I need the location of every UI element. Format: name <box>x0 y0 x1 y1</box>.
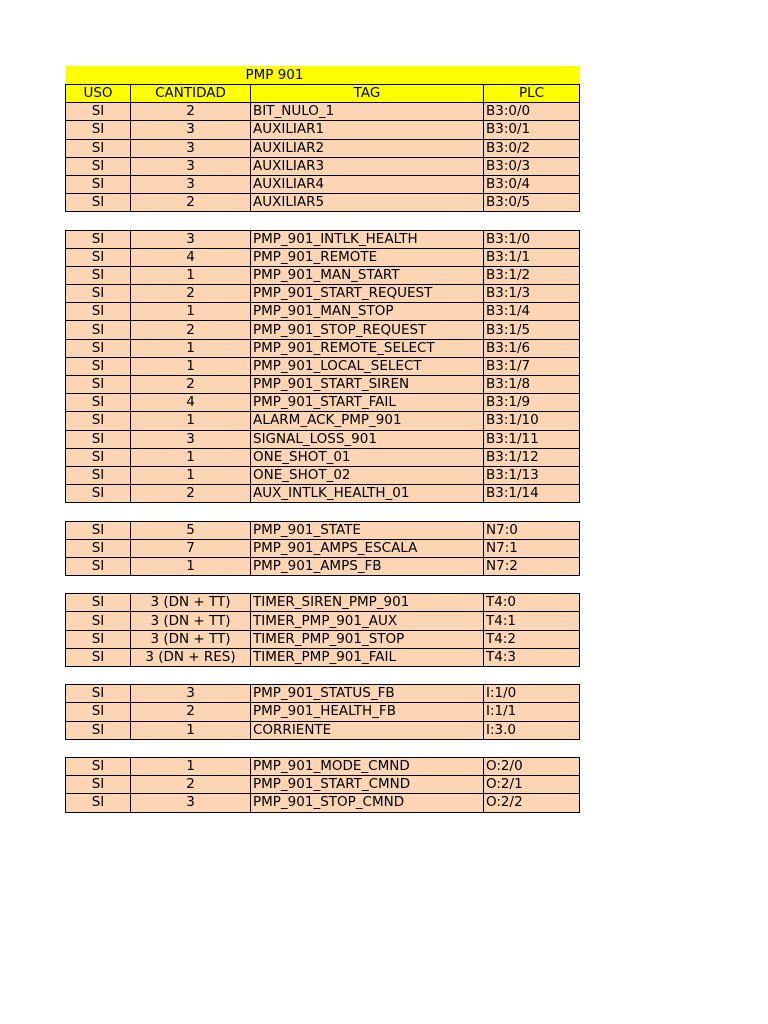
cell-plc[interactable]: T4:3 <box>484 648 580 666</box>
cell-plc[interactable]: B3:1/0 <box>484 230 580 248</box>
table-row <box>66 248 580 266</box>
table-row <box>66 230 580 248</box>
table-row <box>66 303 580 321</box>
cell-uso[interactable]: SI <box>66 521 131 539</box>
cell-cantidad[interactable]: 3 <box>131 794 251 812</box>
table-row <box>66 776 580 794</box>
cell-tag[interactable]: PMP_901_STOP_CMND <box>251 794 484 812</box>
cell-cantidad[interactable]: 1 <box>131 466 251 484</box>
cell-uso[interactable]: SI <box>66 303 131 321</box>
cell-tag[interactable]: PMP_901_REMOTE <box>251 248 484 266</box>
cell-cantidad[interactable]: 7 <box>131 539 251 557</box>
table-row <box>66 121 580 139</box>
table-row <box>66 175 580 193</box>
cell-plc[interactable]: B3:1/5 <box>484 321 580 339</box>
table-row <box>66 685 580 703</box>
table-row <box>66 757 580 775</box>
cell-tag[interactable]: PMP_901_STOP_REQUEST <box>251 321 484 339</box>
cell-tag[interactable]: AUXILIAR1 <box>251 121 484 139</box>
cell-uso[interactable]: SI <box>66 703 131 721</box>
spacer-cell <box>66 212 580 230</box>
cell-cantidad[interactable]: 2 <box>131 776 251 794</box>
cell-plc[interactable]: B3:1/4 <box>484 303 580 321</box>
cell-tag[interactable]: AUXILIAR4 <box>251 175 484 193</box>
header-tag[interactable]: TAG <box>251 85 484 103</box>
table-row <box>66 648 580 666</box>
cell-uso[interactable]: SI <box>66 612 131 630</box>
cell-plc[interactable]: N7:1 <box>484 539 580 557</box>
header-row <box>66 85 580 103</box>
cell-cantidad[interactable]: 1 <box>131 339 251 357</box>
table-row <box>66 448 580 466</box>
cell-cantidad[interactable]: 3 <box>131 230 251 248</box>
cell-uso[interactable]: SI <box>66 175 131 193</box>
cell-uso[interactable]: SI <box>66 648 131 666</box>
table-row <box>66 612 580 630</box>
cell-cantidad[interactable]: 2 <box>131 321 251 339</box>
cell-tag[interactable]: AUX_INTLK_HEALTH_01 <box>251 485 484 503</box>
cell-uso[interactable]: SI <box>66 776 131 794</box>
cell-uso[interactable]: SI <box>66 757 131 775</box>
group-spacer <box>66 212 580 230</box>
cell-uso[interactable]: SI <box>66 157 131 175</box>
cell-tag[interactable]: TIMER_PMP_901_FAIL <box>251 648 484 666</box>
header-uso[interactable]: USO <box>66 85 131 103</box>
cell-tag[interactable]: PMP_901_LOCAL_SELECT <box>251 357 484 375</box>
tag-table <box>65 66 580 813</box>
table-row <box>66 194 580 212</box>
cell-uso[interactable]: SI <box>66 357 131 375</box>
cell-plc[interactable]: B3:1/9 <box>484 394 580 412</box>
cell-uso[interactable]: SI <box>66 594 131 612</box>
cell-uso[interactable]: SI <box>66 430 131 448</box>
cell-uso[interactable]: SI <box>66 685 131 703</box>
cell-cantidad[interactable]: 2 <box>131 485 251 503</box>
cell-tag[interactable]: PMP_901_MODE_CMND <box>251 757 484 775</box>
table-row <box>66 412 580 430</box>
cell-plc[interactable]: B3:0/4 <box>484 175 580 193</box>
table-row <box>66 539 580 557</box>
cell-cantidad[interactable]: 2 <box>131 194 251 212</box>
cell-plc[interactable]: O:2/0 <box>484 757 580 775</box>
cell-tag[interactable]: PMP_901_START_REQUEST <box>251 285 484 303</box>
cell-plc[interactable]: B3:1/14 <box>484 485 580 503</box>
cell-uso[interactable]: SI <box>66 285 131 303</box>
cell-uso[interactable]: SI <box>66 557 131 575</box>
cell-cantidad[interactable]: 2 <box>131 376 251 394</box>
group-spacer <box>66 576 580 594</box>
cell-uso[interactable]: SI <box>66 103 131 121</box>
cell-plc[interactable]: I:3.0 <box>484 721 580 739</box>
table-row <box>66 521 580 539</box>
cell-uso[interactable]: SI <box>66 321 131 339</box>
cell-plc[interactable]: O:2/1 <box>484 776 580 794</box>
cell-uso[interactable]: SI <box>66 139 131 157</box>
header-plc[interactable]: PLC <box>484 85 580 103</box>
cell-cantidad[interactable]: 1 <box>131 448 251 466</box>
cell-tag[interactable]: PMP_901_HEALTH_FB <box>251 703 484 721</box>
cell-uso[interactable]: SI <box>66 121 131 139</box>
cell-uso[interactable]: SI <box>66 466 131 484</box>
cell-plc[interactable]: B3:1/1 <box>484 248 580 266</box>
cell-uso[interactable]: SI <box>66 230 131 248</box>
cell-cantidad[interactable]: 3 <box>131 121 251 139</box>
cell-tag[interactable]: AUXILIAR3 <box>251 157 484 175</box>
cell-tag[interactable]: ONE_SHOT_01 <box>251 448 484 466</box>
table-row <box>66 703 580 721</box>
cell-cantidad[interactable]: 3 <box>131 430 251 448</box>
spacer-cell <box>66 739 580 757</box>
cell-tag[interactable]: PMP_901_STATUS_FB <box>251 685 484 703</box>
cell-plc[interactable]: B3:1/12 <box>484 448 580 466</box>
cell-uso[interactable]: SI <box>66 448 131 466</box>
cell-tag[interactable]: TIMER_PMP_901_STOP <box>251 630 484 648</box>
table-row <box>66 285 580 303</box>
cell-tag[interactable]: PMP_901_MAN_STOP <box>251 303 484 321</box>
cell-tag[interactable]: TIMER_PMP_901_AUX <box>251 612 484 630</box>
table-row <box>66 794 580 812</box>
cell-uso[interactable]: SI <box>66 794 131 812</box>
cell-uso[interactable]: SI <box>66 248 131 266</box>
table-row <box>66 430 580 448</box>
cell-plc[interactable]: B3:1/6 <box>484 339 580 357</box>
cell-plc[interactable]: B3:1/3 <box>484 285 580 303</box>
cell-plc[interactable]: B3:1/11 <box>484 430 580 448</box>
cell-cantidad[interactable]: 1 <box>131 357 251 375</box>
cell-uso[interactable]: SI <box>66 721 131 739</box>
cell-tag[interactable]: PMP_901_AMPS_FB <box>251 557 484 575</box>
cell-plc[interactable]: B3:1/2 <box>484 266 580 284</box>
cell-plc[interactable]: B3:1/10 <box>484 412 580 430</box>
cell-tag[interactable]: PMP_901_STATE <box>251 521 484 539</box>
cell-plc[interactable]: B3:1/7 <box>484 357 580 375</box>
cell-uso[interactable]: SI <box>66 485 131 503</box>
table-row <box>66 376 580 394</box>
cell-tag[interactable]: PMP_901_MAN_START <box>251 266 484 284</box>
cell-plc[interactable]: I:1/0 <box>484 685 580 703</box>
group-spacer <box>66 739 580 757</box>
cell-uso[interactable]: SI <box>66 394 131 412</box>
cell-tag[interactable]: BIT_NULO_1 <box>251 103 484 121</box>
table-row <box>66 394 580 412</box>
cell-tag[interactable]: PMP_901_START_CMND <box>251 776 484 794</box>
cell-plc[interactable]: B3:0/2 <box>484 139 580 157</box>
table-row <box>66 557 580 575</box>
cell-tag[interactable]: PMP_901_START_FAIL <box>251 394 484 412</box>
cell-uso[interactable]: SI <box>66 194 131 212</box>
header-cantidad[interactable]: CANTIDAD <box>131 85 251 103</box>
cell-tag[interactable]: ALARM_ACK_PMP_901 <box>251 412 484 430</box>
cell-cantidad[interactable]: 4 <box>131 248 251 266</box>
cell-cantidad[interactable]: 1 <box>131 557 251 575</box>
cell-cantidad[interactable]: 3 (DN + RES) <box>131 648 251 666</box>
cell-plc[interactable]: B3:0/3 <box>484 157 580 175</box>
cell-cantidad[interactable]: 1 <box>131 412 251 430</box>
cell-tag[interactable]: CORRIENTE <box>251 721 484 739</box>
cell-tag[interactable]: PMP_901_START_SIREN <box>251 376 484 394</box>
cell-cantidad[interactable]: 3 <box>131 157 251 175</box>
cell-tag[interactable]: AUXILIAR2 <box>251 139 484 157</box>
group-spacer <box>66 503 580 521</box>
cell-plc[interactable]: B3:0/1 <box>484 121 580 139</box>
cell-uso[interactable]: SI <box>66 266 131 284</box>
cell-cantidad[interactable]: 3 (DN + TT) <box>131 612 251 630</box>
cell-cantidad[interactable]: 2 <box>131 103 251 121</box>
cell-plc[interactable]: N7:2 <box>484 557 580 575</box>
cell-cantidad[interactable]: 1 <box>131 757 251 775</box>
table-row <box>66 321 580 339</box>
cell-cantidad[interactable]: 2 <box>131 703 251 721</box>
cell-plc[interactable]: B3:1/8 <box>484 376 580 394</box>
cell-cantidad[interactable]: 1 <box>131 721 251 739</box>
cell-uso[interactable]: SI <box>66 630 131 648</box>
table-row <box>66 485 580 503</box>
table-row <box>66 594 580 612</box>
title-row <box>66 66 580 85</box>
cell-plc[interactable]: B3:1/13 <box>484 466 580 484</box>
cell-uso[interactable]: SI <box>66 376 131 394</box>
cell-cantidad[interactable]: 3 (DN + TT) <box>131 630 251 648</box>
spacer-cell <box>66 576 580 594</box>
cell-uso[interactable]: SI <box>66 412 131 430</box>
cell-tag[interactable]: AUXILIAR5 <box>251 194 484 212</box>
spacer-cell <box>66 667 580 685</box>
cell-cantidad[interactable]: 3 <box>131 175 251 193</box>
table-row <box>66 103 580 121</box>
cell-cantidad[interactable]: 4 <box>131 394 251 412</box>
cell-cantidad[interactable]: 1 <box>131 303 251 321</box>
cell-cantidad[interactable]: 2 <box>131 285 251 303</box>
table-row <box>66 157 580 175</box>
cell-tag[interactable]: ONE_SHOT_02 <box>251 466 484 484</box>
cell-cantidad[interactable]: 3 <box>131 139 251 157</box>
spreadsheet-sheet <box>65 66 579 813</box>
cell-uso[interactable]: SI <box>66 339 131 357</box>
table-row <box>66 357 580 375</box>
cell-plc[interactable]: I:1/1 <box>484 703 580 721</box>
table-row <box>66 339 580 357</box>
cell-plc[interactable]: N7:0 <box>484 521 580 539</box>
cell-tag[interactable]: PMP_901_INTLK_HEALTH <box>251 230 484 248</box>
cell-cantidad[interactable]: 5 <box>131 521 251 539</box>
table-row <box>66 266 580 284</box>
cell-plc[interactable]: B3:0/5 <box>484 194 580 212</box>
table-row <box>66 139 580 157</box>
cell-plc[interactable]: B3:0/0 <box>484 103 580 121</box>
cell-plc[interactable]: T4:2 <box>484 630 580 648</box>
cell-tag[interactable]: PMP_901_REMOTE_SELECT <box>251 339 484 357</box>
cell-tag[interactable]: SIGNAL_LOSS_901 <box>251 430 484 448</box>
group-spacer <box>66 667 580 685</box>
sheet-title[interactable]: PMP 901 <box>66 66 580 85</box>
table-row <box>66 466 580 484</box>
cell-tag[interactable]: TIMER_SIREN_PMP_901 <box>251 594 484 612</box>
cell-cantidad[interactable]: 1 <box>131 266 251 284</box>
cell-tag[interactable]: PMP_901_AMPS_ESCALA <box>251 539 484 557</box>
spacer-cell <box>66 503 580 521</box>
table-row <box>66 630 580 648</box>
cell-plc[interactable]: O:2/2 <box>484 794 580 812</box>
table-row <box>66 721 580 739</box>
cell-cantidad[interactable]: 3 <box>131 685 251 703</box>
cell-plc[interactable]: T4:1 <box>484 612 580 630</box>
cell-plc[interactable]: T4:0 <box>484 594 580 612</box>
cell-cantidad[interactable]: 3 (DN + TT) <box>131 594 251 612</box>
cell-uso[interactable]: SI <box>66 539 131 557</box>
